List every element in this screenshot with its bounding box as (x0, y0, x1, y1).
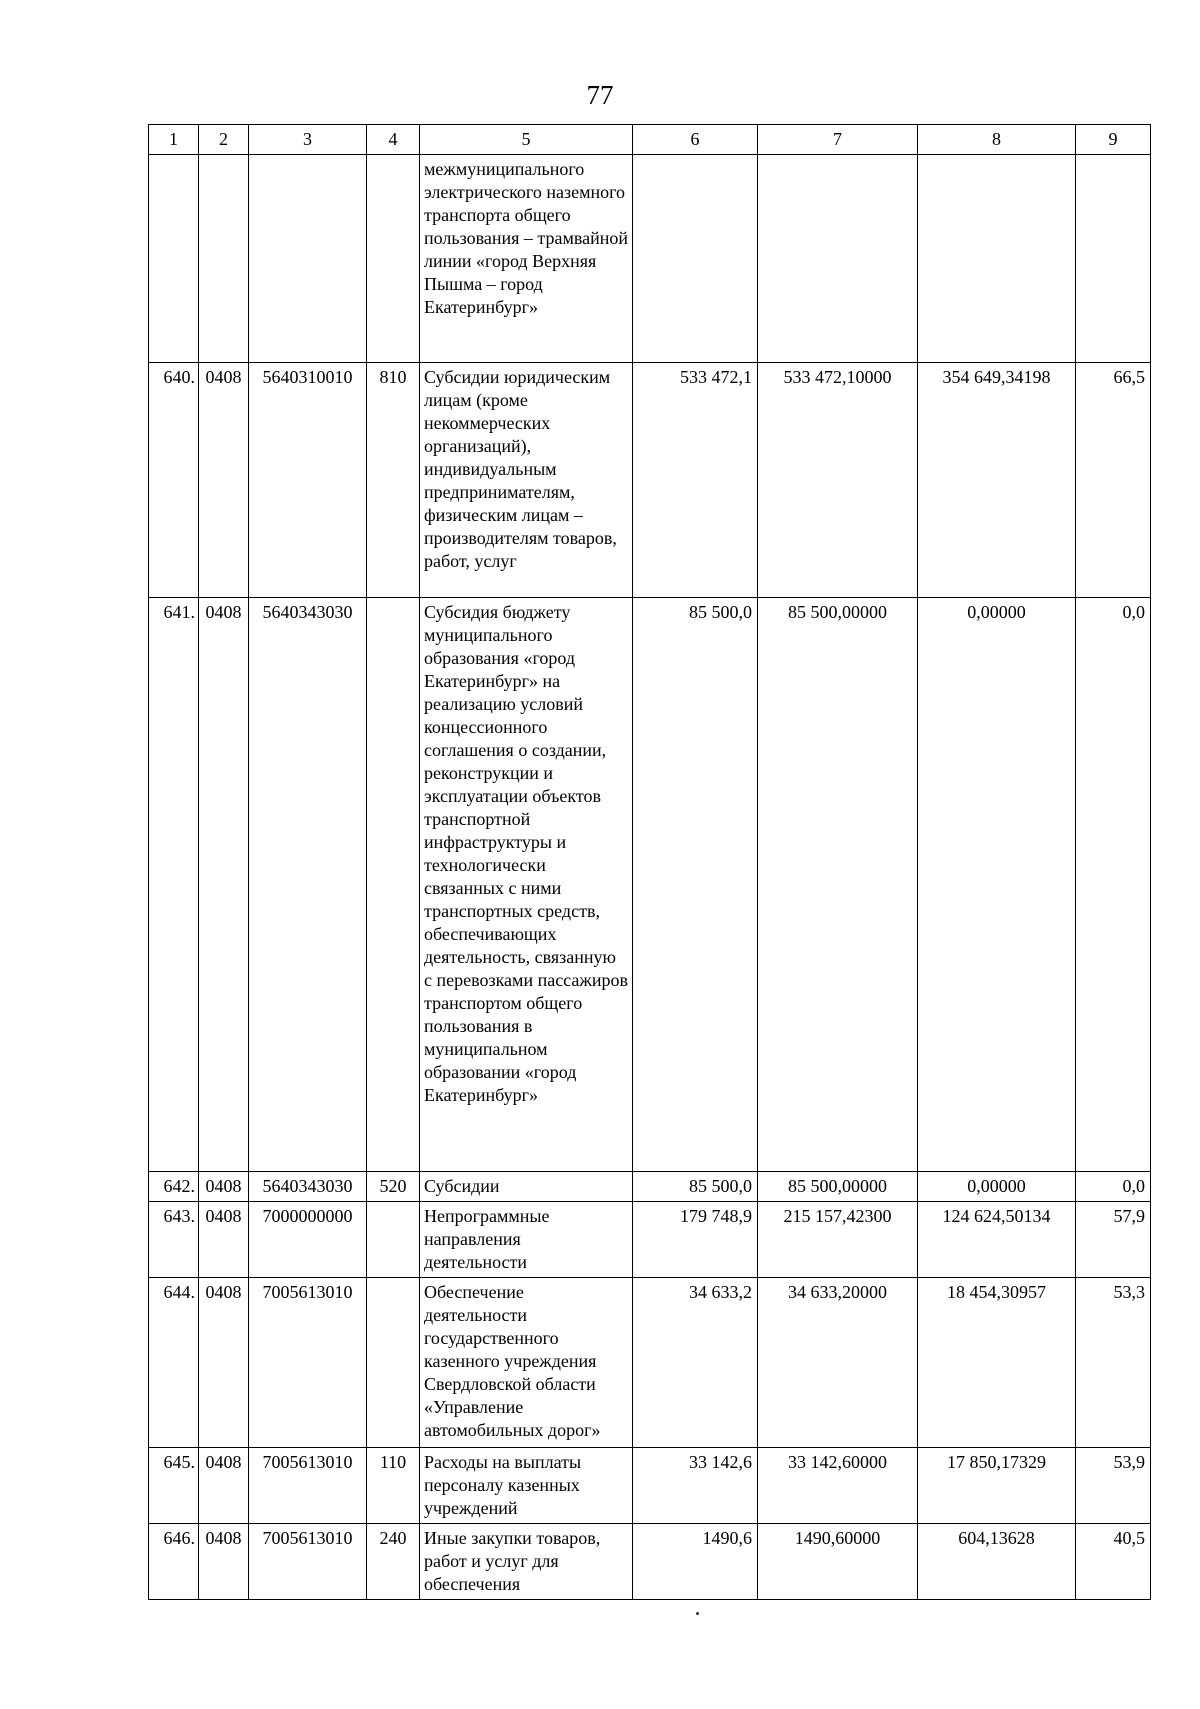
executed-amount: 604,13628 (918, 1524, 1076, 1600)
column-header: 5 (420, 125, 633, 155)
plan-amount: 85 500,0 (633, 1172, 758, 1202)
item-name: Расходы на выплаты персоналу казенных учреждений (420, 1448, 633, 1524)
percent: 53,3 (1076, 1278, 1151, 1448)
column-header: 8 (918, 125, 1076, 155)
table-row (149, 1524, 1151, 1600)
target-code: 5640310010 (249, 363, 367, 598)
executed-amount (918, 155, 1076, 363)
row-number: 642. (149, 1172, 199, 1202)
section-code (199, 155, 249, 363)
item-name: Иные закупки товаров, работ и услуг для обеспечения (420, 1524, 633, 1600)
plan-amount: 1490,6 (633, 1524, 758, 1600)
percent: 0,0 (1076, 598, 1151, 1172)
table-row (149, 598, 1151, 1172)
percent: 0,0 (1076, 1172, 1151, 1202)
plan-amount: 34 633,2 (633, 1278, 758, 1448)
page-number: 77 (586, 80, 614, 110)
section-code: 0408 (199, 1278, 249, 1448)
expense-type (367, 1278, 420, 1448)
column-header: 9 (1076, 125, 1151, 155)
row-number: 641. (149, 598, 199, 1172)
executed-amount: 124 624,50134 (918, 1202, 1076, 1278)
table-row (149, 1202, 1151, 1278)
executed-amount: 0,00000 (918, 598, 1076, 1172)
clarified-amount: 85 500,00000 (758, 1172, 918, 1202)
target-code: 5640343030 (249, 598, 367, 1172)
target-code: 7005613010 (249, 1524, 367, 1600)
item-name: Субсидии (420, 1172, 633, 1202)
percent: 40,5 (1076, 1524, 1151, 1600)
item-name: Непрограммные направления деятельности (420, 1202, 633, 1278)
section-code: 0408 (199, 1172, 249, 1202)
plan-amount: 533 472,1 (633, 363, 758, 598)
plan-amount: 33 142,6 (633, 1448, 758, 1524)
expense-type: 240 (367, 1524, 420, 1600)
row-number: 646. (149, 1524, 199, 1600)
plan-amount (633, 155, 758, 363)
section-code: 0408 (199, 363, 249, 598)
item-name: Субсидии юридическим лицам (кроме некоммерческих организаций), индивидуальным предпринимателям, физическим лицам – производителям товаров, работ, услуг (420, 363, 633, 598)
percent (1076, 155, 1151, 363)
row-number: 644. (149, 1278, 199, 1448)
expense-type: 110 (367, 1448, 420, 1524)
expense-type (367, 1202, 420, 1278)
column-header: 1 (149, 125, 199, 155)
clarified-amount: 1490,60000 (758, 1524, 918, 1600)
scan-dot (696, 1612, 699, 1615)
row-number (149, 155, 199, 363)
clarified-amount: 33 142,60000 (758, 1448, 918, 1524)
executed-amount: 18 454,30957 (918, 1278, 1076, 1448)
column-header: 7 (758, 125, 918, 155)
expense-type: 810 (367, 363, 420, 598)
table-row (149, 363, 1151, 598)
column-header: 4 (367, 125, 420, 155)
plan-amount: 85 500,0 (633, 598, 758, 1172)
percent: 66,5 (1076, 363, 1151, 598)
column-header: 2 (199, 125, 249, 155)
percent: 53,9 (1076, 1448, 1151, 1524)
item-name: Обеспечение деятельности государственного казенного учреждения Свердловской области «Управление автомобильных дорог» (420, 1278, 633, 1448)
table-row (149, 1278, 1151, 1448)
expense-type (367, 598, 420, 1172)
table-row (149, 155, 1151, 363)
percent: 57,9 (1076, 1202, 1151, 1278)
section-code: 0408 (199, 1524, 249, 1600)
executed-amount: 354 649,34198 (918, 363, 1076, 598)
clarified-amount (758, 155, 918, 363)
expense-type: 520 (367, 1172, 420, 1202)
section-code: 0408 (199, 1202, 249, 1278)
budget-table (148, 124, 1151, 1600)
row-number: 640. (149, 363, 199, 598)
row-number: 643. (149, 1202, 199, 1278)
item-name: межмуниципального электрического наземного транспорта общего пользования – трамвайной линии «город Верхняя Пышма – город Екатеринбург» (420, 155, 633, 363)
target-code: 7000000000 (249, 1202, 367, 1278)
section-code: 0408 (199, 598, 249, 1172)
column-header: 3 (249, 125, 367, 155)
executed-amount: 17 850,17329 (918, 1448, 1076, 1524)
clarified-amount: 85 500,00000 (758, 598, 918, 1172)
item-name: Субсидия бюджету муниципального образования «город Екатеринбург» на реализацию условий концессионного соглашения о создании, реконструкции и эксплуатации объектов транспортной инфраструктуры и технологически связанных с ними транспортных средств, обеспечивающих деятельность, связанную с перевозками пассажиров транспортом общего пользования в муниципальном образовании «город Екатеринбург» (420, 598, 633, 1172)
section-code: 0408 (199, 1448, 249, 1524)
target-code: 7005613010 (249, 1278, 367, 1448)
plan-amount: 179 748,9 (633, 1202, 758, 1278)
clarified-amount: 34 633,20000 (758, 1278, 918, 1448)
target-code: 5640343030 (249, 1172, 367, 1202)
executed-amount: 0,00000 (918, 1172, 1076, 1202)
header-row (149, 125, 1151, 155)
target-code (249, 155, 367, 363)
table-row (149, 1448, 1151, 1524)
clarified-amount: 533 472,10000 (758, 363, 918, 598)
table-row (149, 1172, 1151, 1202)
expense-type (367, 155, 420, 363)
target-code: 7005613010 (249, 1448, 367, 1524)
row-number: 645. (149, 1448, 199, 1524)
clarified-amount: 215 157,42300 (758, 1202, 918, 1278)
column-header: 6 (633, 125, 758, 155)
